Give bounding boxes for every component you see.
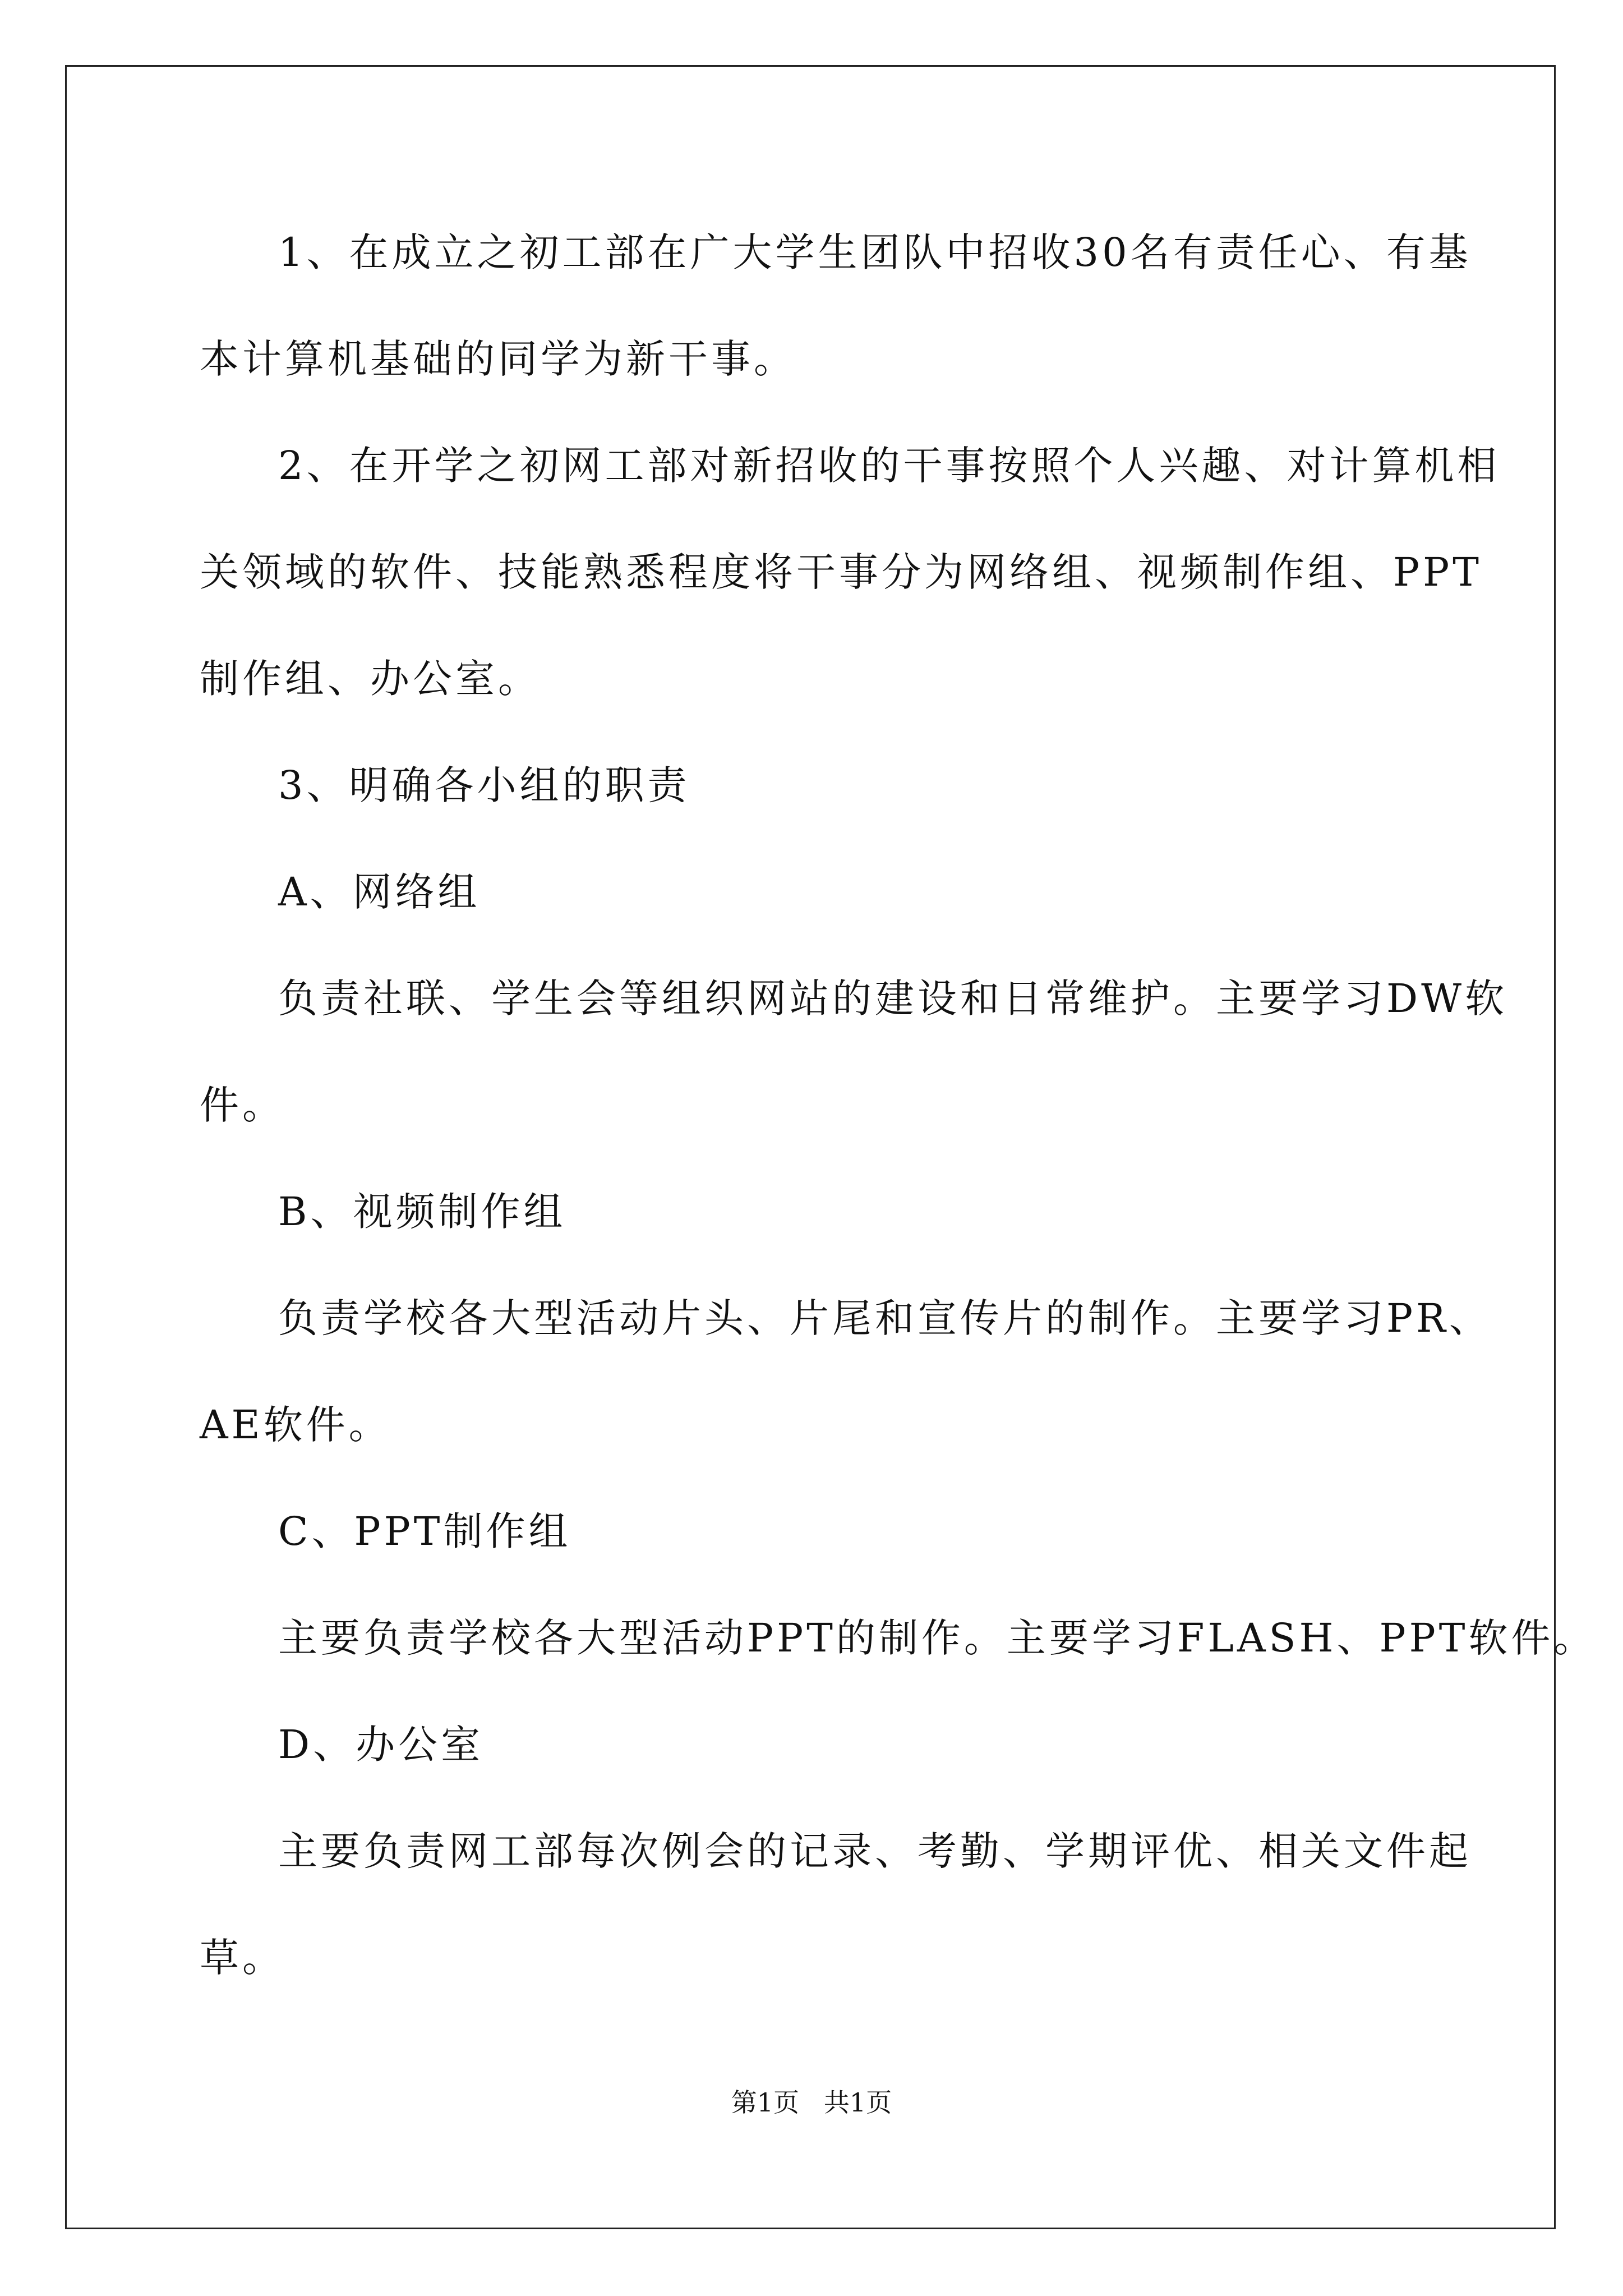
section-d-line-2: 草。 — [200, 1935, 285, 1981]
section-b-line-1: 负责学校各大型活动片头、片尾和宣传片的制作。主要学习PR、 — [278, 1295, 1492, 1341]
page-border — [65, 65, 1556, 2229]
paragraph-1-line-2: 本计算机基础的同学为新干事。 — [200, 336, 796, 382]
page-footer: 第1页 共1页 — [731, 2087, 892, 2118]
paragraph-3: 3、明确各小组的职责 — [278, 762, 690, 808]
section-b-line-2: AE软件。 — [200, 1402, 391, 1448]
section-c-heading: C、PPT制作组 — [278, 1508, 571, 1554]
paragraph-2-line-3: 制作组、办公室。 — [200, 656, 541, 702]
section-b-heading: B、视频制作组 — [278, 1189, 566, 1235]
section-a-heading: A、网络组 — [278, 869, 481, 915]
section-d-line-1: 主要负责网工部每次例会的记录、考勤、学期评优、相关文件起 — [278, 1828, 1472, 1874]
paragraph-2-line-2: 关领域的软件、技能熟悉程度将干事分为网络组、视频制作组、PPT — [200, 549, 1482, 595]
section-a-line-1: 负责社联、学生会等组织网站的建设和日常维护。主要学习DW软 — [278, 976, 1508, 1022]
paragraph-1-line-1: 1、在成立之初工部在广大学生团队中招收30名有责任心、有基 — [278, 229, 1472, 275]
section-c-line-1: 主要负责学校各大型活动PPT的制作。主要学习FLASH、PPT软件。 — [278, 1615, 1597, 1661]
section-a-line-2: 件。 — [200, 1082, 285, 1128]
paragraph-2-line-1: 2、在开学之初网工部对新招收的干事按照个人兴趣、对计算机相 — [278, 443, 1500, 489]
section-d-heading: D、办公室 — [278, 1722, 484, 1768]
